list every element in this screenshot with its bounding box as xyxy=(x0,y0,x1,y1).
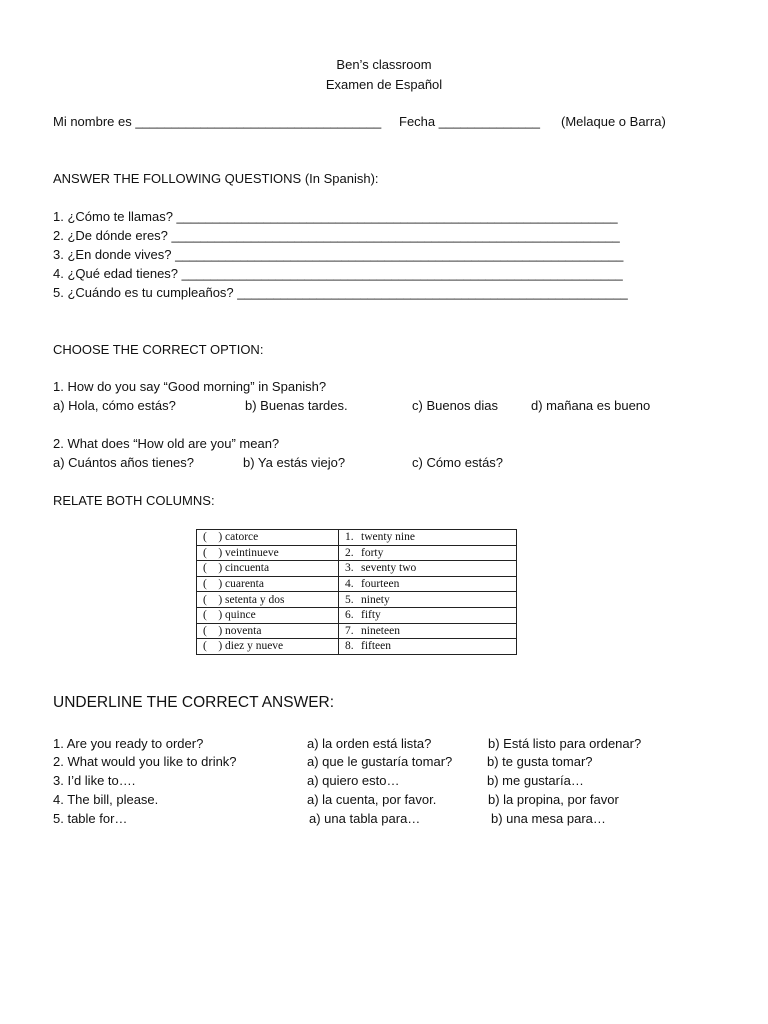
spanish-number-cell: ( ) cincuenta xyxy=(197,561,339,577)
item-text: nineteen xyxy=(361,624,400,637)
underline-option-a: a) la orden está lista? xyxy=(307,736,432,751)
item-text: forty xyxy=(361,546,384,559)
item-text: fourteen xyxy=(361,578,400,591)
table-row xyxy=(197,530,517,546)
spanish-number-cell: ( ) quince xyxy=(197,607,339,623)
mc-option: b) Ya estás viejo? xyxy=(243,455,346,470)
english-number-cell xyxy=(339,639,517,655)
relate-columns-table xyxy=(196,529,517,655)
item-number: 3. xyxy=(345,562,354,575)
english-number-cell xyxy=(339,623,517,639)
mc-option: b) Buenas tardes. xyxy=(245,398,348,413)
mc-option: a) Cuántos años tienes? xyxy=(53,455,194,470)
english-number-cell xyxy=(339,561,517,577)
underline-option-a: a) una tabla para… xyxy=(309,811,421,826)
table-row xyxy=(197,607,517,623)
mc-question: 1. How do you say “Good morning” in Spanish? xyxy=(53,379,327,394)
spanish-number-cell: ( ) cuarenta xyxy=(197,576,339,592)
underline-question: 4. The bill, please. xyxy=(53,792,159,807)
name-field-label: Mi nombre es __________________________________ xyxy=(53,114,382,129)
spanish-number-cell: ( ) setenta y dos xyxy=(197,592,339,608)
location-options: (Melaque o Barra) xyxy=(561,114,666,129)
underline-option-b: b) una mesa para… xyxy=(491,811,606,826)
table-row xyxy=(197,639,517,655)
section-choose-option-title: CHOOSE THE CORRECT OPTION: xyxy=(53,342,264,357)
underline-option-a: a) que le gustaría tomar? xyxy=(307,754,453,769)
item-number: 1. xyxy=(345,531,354,544)
table-row xyxy=(197,623,517,639)
section-answer-questions-title: ANSWER THE FOLLOWING QUESTIONS (In Spanish): xyxy=(53,171,379,186)
classroom-title: Ben’s classroom xyxy=(336,57,432,72)
english-number-cell xyxy=(339,607,517,623)
item-text: seventy two xyxy=(361,562,417,575)
underline-option-a: a) la cuenta, por favor. xyxy=(307,792,437,807)
table-row xyxy=(197,576,517,592)
mc-option: d) mañana es bueno xyxy=(531,398,651,413)
date-field-label: Fecha ______________ xyxy=(399,114,540,129)
question-line: 3. ¿En donde vives? ______________________________________________________________ xyxy=(53,247,624,262)
underline-question: 2. What would you like to drink? xyxy=(53,754,237,769)
item-number: 7. xyxy=(345,624,354,637)
table-row xyxy=(197,561,517,577)
item-text: fifteen xyxy=(361,640,392,653)
spanish-number-cell: ( ) diez y nueve xyxy=(197,639,339,655)
table-row xyxy=(197,592,517,608)
item-number: 6. xyxy=(345,609,354,622)
question-line: 2. ¿De dónde eres? ______________________________________________________________ xyxy=(53,228,620,243)
item-number: 2. xyxy=(345,546,354,559)
item-number: 4. xyxy=(345,578,354,591)
spanish-number-cell: ( ) noventa xyxy=(197,623,339,639)
item-text: twenty nine xyxy=(361,531,415,544)
item-number: 8. xyxy=(345,640,354,653)
section-relate-columns-title: RELATE BOTH COLUMNS: xyxy=(53,493,215,508)
underline-option-b: b) me gustaría… xyxy=(487,773,584,788)
question-line: 1. ¿Cómo te llamas? _____________________________________________________________ xyxy=(53,209,618,224)
underline-question: 3. I’d like to…. xyxy=(53,773,136,788)
english-number-cell xyxy=(339,530,517,546)
item-text: ninety xyxy=(361,593,390,606)
english-number-cell xyxy=(339,576,517,592)
english-number-cell xyxy=(339,545,517,561)
table-row xyxy=(197,545,517,561)
question-line: 4. ¿Qué edad tienes? _____________________________________________________________ xyxy=(53,266,623,281)
mc-option: c) Buenos dias xyxy=(412,398,498,413)
underline-option-b: b) Está listo para ordenar? xyxy=(488,736,642,751)
english-number-cell xyxy=(339,592,517,608)
underline-option-b: b) la propina, por favor xyxy=(488,792,619,807)
question-line: 5. ¿Cuándo es tu cumpleaños? ______________________________________________________ xyxy=(53,285,628,300)
spanish-number-cell: ( ) catorce xyxy=(197,530,339,546)
underline-option-b: b) te gusta tomar? xyxy=(487,754,593,769)
mc-option: a) Hola, cómo estás? xyxy=(53,398,176,413)
item-text: fifty xyxy=(361,609,381,622)
spanish-number-cell: ( ) veintinueve xyxy=(197,545,339,561)
underline-question: 1. Are you ready to order? xyxy=(53,736,204,751)
mc-question: 2. What does “How old are you” mean? xyxy=(53,436,280,451)
section-underline-answer-title: UNDERLINE THE CORRECT ANSWER: xyxy=(53,694,335,711)
exam-title: Examen de Español xyxy=(325,77,443,92)
underline-option-a: a) quiero esto… xyxy=(307,773,400,788)
underline-question: 5. table for… xyxy=(53,811,128,826)
item-number: 5. xyxy=(345,593,354,606)
mc-option: c) Cómo estás? xyxy=(412,455,504,470)
